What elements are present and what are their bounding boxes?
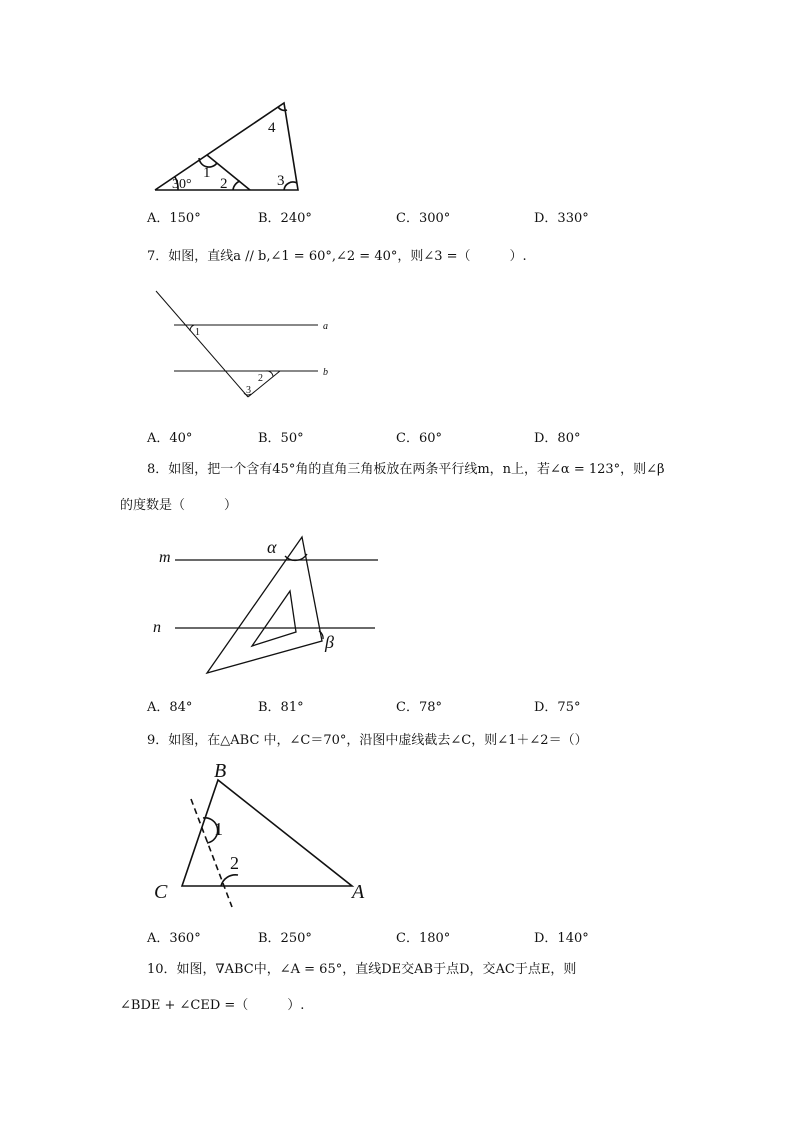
q8-stem-line2: 的度数是（ ）: [120, 498, 238, 513]
q7-option-a: A．40°: [147, 431, 193, 446]
fig6-label-2: 2: [220, 176, 228, 192]
fig7-label-b: b: [323, 367, 328, 378]
fig7-label-3: 3: [246, 385, 251, 396]
fig6-label-30deg: 30°: [172, 177, 192, 192]
figure-q8-set-square: [145, 530, 395, 680]
q8-option-b: B．81°: [258, 700, 304, 715]
fig7-label-1: 1: [195, 327, 200, 338]
figure-q9-triangle-abc: [150, 755, 380, 915]
q7-option-b: B．50°: [258, 431, 304, 446]
q10-stem-line2: ∠BDE + ∠CED =（ ）.: [120, 998, 305, 1013]
q9-stem: 9．如图，在△ABC 中，∠C＝70°，沿图中虚线截去∠C，则∠1＋∠2＝（）: [147, 733, 588, 748]
q8-option-c: C．78°: [396, 700, 442, 715]
fig8-label-alpha: α: [267, 537, 277, 557]
fig8-label-n: n: [153, 619, 161, 636]
figure-q7-parallel-lines: [150, 285, 340, 405]
fig6-label-1: 1: [203, 165, 211, 181]
q9-option-b: B．250°: [258, 931, 312, 946]
q9-option-d: D．140°: [534, 931, 589, 946]
q7-option-c: C．60°: [396, 431, 442, 446]
fig9-label-b: B: [214, 760, 227, 782]
q6-option-d: D．330°: [534, 211, 589, 226]
fig9-label-c: C: [154, 881, 168, 903]
q8-option-a: A．84°: [147, 700, 193, 715]
q6-option-a: A．150°: [147, 211, 201, 226]
q8-option-d: D．75°: [534, 700, 581, 715]
q6-option-c: C．300°: [396, 211, 451, 226]
q8-stem-line1: 8．如图，把一个含有45°角的直角三角板放在两条平行线m，n上，若∠α = 123°，则∠β: [147, 462, 665, 477]
fig6-label-3: 3: [277, 173, 285, 189]
fig8-label-beta: β: [325, 632, 334, 652]
fig7-label-2: 2: [258, 373, 263, 384]
fig9-label-2: 2: [230, 853, 239, 873]
figure-q6-triangle: [140, 95, 320, 200]
q9-option-a: A．360°: [147, 931, 201, 946]
q7-stem: 7．如图，直线a // b,∠1 = 60°,∠2 = 40°，则∠3 =（ ）.: [147, 249, 527, 264]
q10-stem-line1: 10．如图，∇ABC中，∠A = 65°，直线DE交AB于点D，交AC于点E，则: [147, 962, 577, 977]
q9-option-c: C．180°: [396, 931, 451, 946]
fig7-label-a: a: [323, 321, 328, 332]
q7-option-d: D．80°: [534, 431, 581, 446]
fig8-label-m: m: [159, 549, 171, 566]
fig6-label-4: 4: [268, 120, 276, 136]
fig9-label-a: A: [352, 881, 365, 903]
q6-option-b: B．240°: [258, 211, 312, 226]
fig9-label-1: 1: [214, 819, 223, 839]
